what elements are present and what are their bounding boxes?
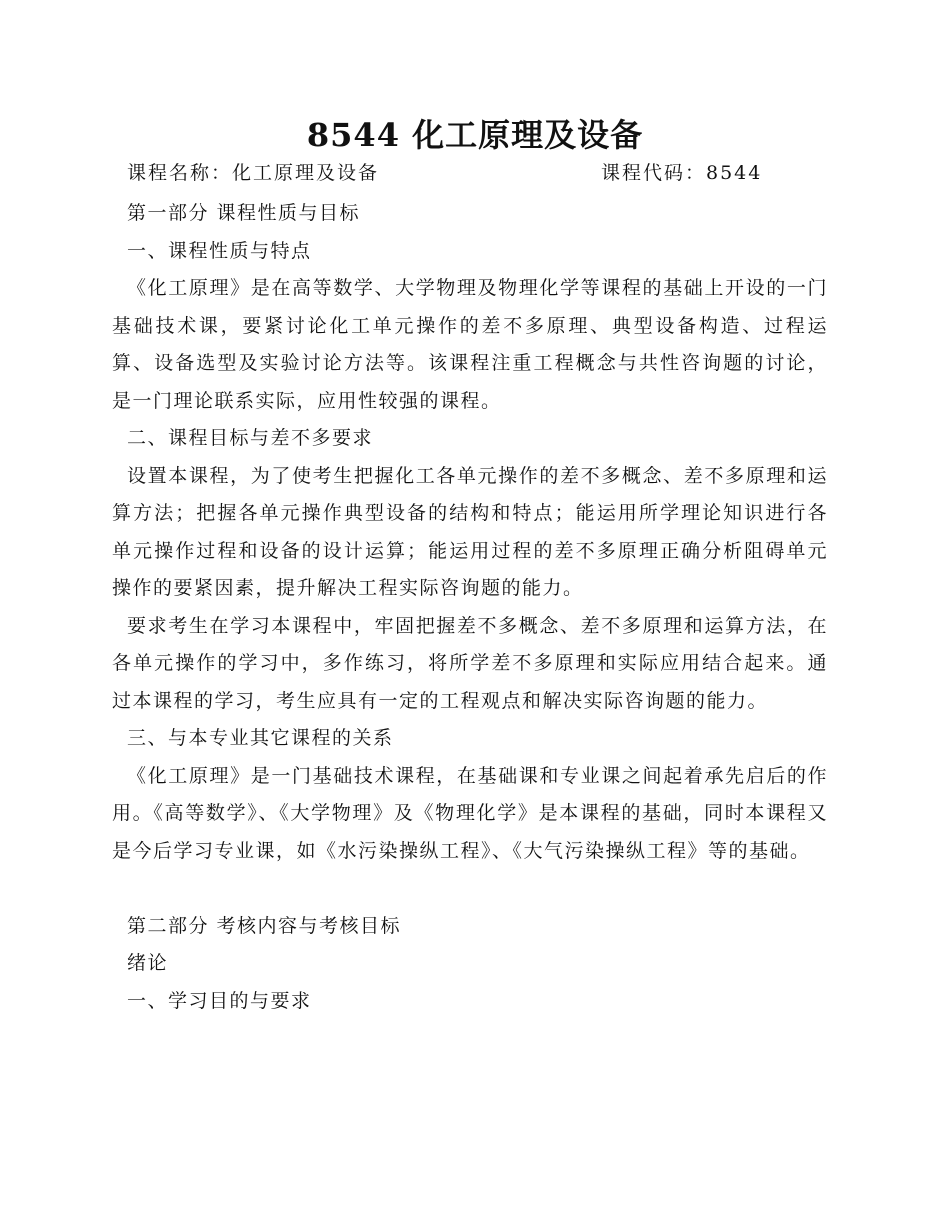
course-info-row — [127, 158, 827, 185]
part1-heading: 第一部分 课程性质与目标 — [127, 202, 361, 224]
course-name: 课程名称：化工原理及设备 — [127, 162, 380, 184]
course-code: 课程代码：8544 — [601, 162, 763, 184]
section2-paragraph-1: 设置本课程，为了使考生把握化工各单元操作的差不多概念、差不多原理和运算方法；把握各单元操作典型设备的结构和特点；能运用所学理论知识进行各单元操作过程和设备的设计运算；能运用过程的差不多原理正确分析阻碍单元操作的要紧因素，提升解决工程实际咨询题的能力。 — [112, 464, 828, 599]
section3-heading: 三、与本专业其它课程的关系 — [127, 727, 394, 749]
section2-heading: 二、课程目标与差不多要求 — [127, 427, 374, 449]
section3-paragraph: 《化工原理》是一门基础技术课程，在基础课和专业课之间起着承先启后的作用。《高等数学》、《大学物理》及《物理化学》是本课程的基础，同时本课程又是今后学习专业课，如《水污染操纵工程》、《大气污染操纵工程》等的基础。 — [112, 764, 828, 862]
section1-heading: 一、课程性质与特点 — [127, 239, 312, 262]
blank-line — [112, 870, 828, 908]
part2-heading: 第二部分 考核内容与考核目标 — [127, 914, 402, 937]
document-body — [112, 195, 828, 1020]
part2-section1-heading: 一、学习目的与要求 — [127, 989, 312, 1012]
section2-paragraph-2: 要求考生在学习本课程中，牢固把握差不多概念、差不多原理和运算方法，在各单元操作的学习中，多作练习，将所学差不多原理和实际应用结合起来。通过本课程的学习，考生应具有一定的工程观点和解决实际咨询题的能力。 — [112, 614, 828, 712]
document-title: 8544 化工原理及设备 — [306, 116, 644, 154]
part2-subheading: 绪论 — [127, 952, 169, 974]
section1-paragraph: 《化工原理》是在高等数学、大学物理及物理化学等课程的基础上开设的一门基础技术课，要紧讨论化工单元操作的差不多原理、典型设备构造、过程运算、设备选型及实验讨论方法等。该课程注重工程概念与共性咨询题的讨论，是一门理论联系实际，应用性较强的课程。 — [112, 277, 828, 412]
